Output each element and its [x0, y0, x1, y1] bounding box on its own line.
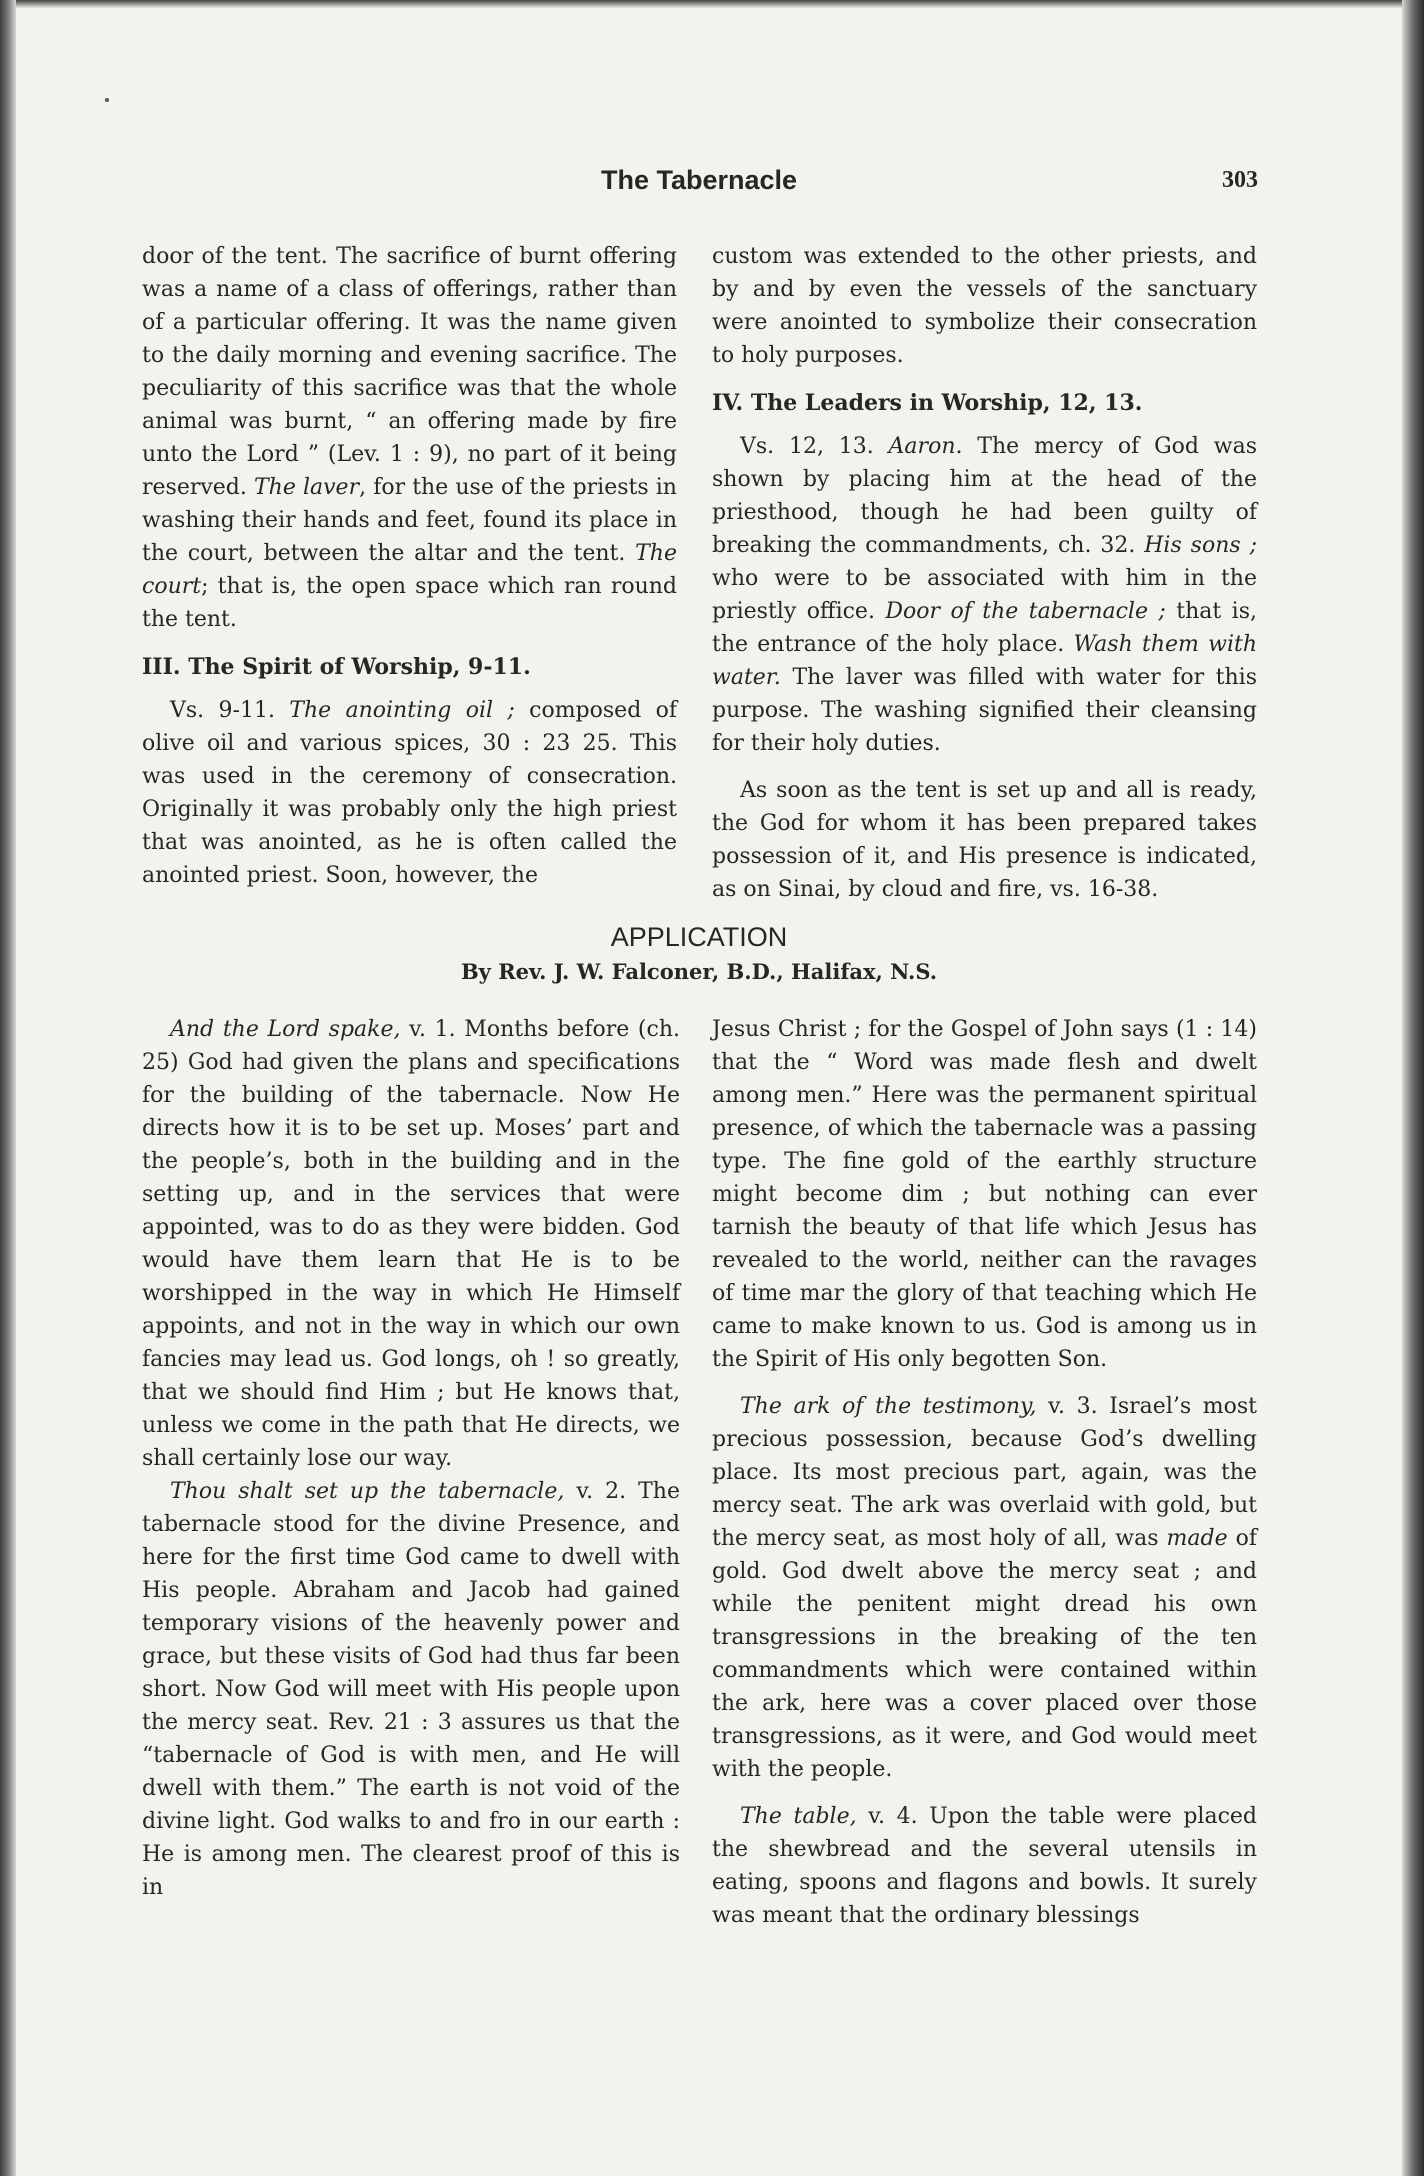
italic-term: The table,	[740, 1804, 857, 1829]
page-number: 303	[1222, 167, 1258, 193]
italic-term: Aaron.	[888, 434, 963, 459]
italic-term: The anointing oil ;	[289, 698, 515, 723]
paragraph	[712, 430, 1257, 760]
text-run: The laver was filled with water for this purpose. The washing signified their cleansing for their holy duties.	[712, 665, 1257, 756]
paragraph: Jesus Christ ; for the Gospel of John says (1 : 14) that the “ Word was made flesh and dwelt among men.” Here was the permanent spiritual presence, of which the tabernacle was a passing type. The fine gold of the earthly structure might become dim ; but nothing can ever tarnish the beauty of that life which Jesus has revealed to the world, neither can the ravages of time mar the glory of that teaching which He came to make known to us. God is among us in the Spirit of His only begotten Son.	[712, 1017, 1257, 1372]
top-right-column	[712, 240, 1257, 906]
paragraph: custom was extended to the other priests, and by and by even the vessels of the sanctuary were anointed to symbolize their consecration to holy purposes.	[712, 244, 1257, 368]
text-run: of gold. God dwelt above the mercy seat ; and while the penitent might dread his own transgressions in the breaking of the ten commandments which were contained within the ark, here was a cover placed over those transgressions, as it were, and God would meet with the people.	[712, 1526, 1257, 1782]
paragraph	[142, 1475, 680, 1904]
section-heading: III. The Spirit of Worship, 9-11.	[142, 654, 531, 680]
scan-edge-right	[1402, 0, 1424, 2176]
italic-term: made	[1166, 1526, 1228, 1551]
italic-term: The laver	[254, 475, 360, 500]
italic-term: And the Lord spake,	[170, 1017, 401, 1042]
text-run: ; that is, the open space which ran round the tent.	[142, 574, 677, 632]
scan-speck	[105, 98, 109, 102]
paragraph	[142, 694, 677, 892]
text-run: door of the tent. The sacrifice of burnt offering was a name of a class of offerings, rather than of a particular offering. It was the name given to the daily morning and evening sacrifice. The peculiarity of this sacrifice was that the whole animal was burnt, “ an offering made by fire unto the Lord ” (Lev. 1 : 9), no part of it being reserved.	[142, 244, 677, 500]
scan-edge-top	[0, 0, 1424, 8]
paragraph: As soon as the tent is set up and all is ready, the God for whom it has been prepared takes possession of it, and His presence is indicated, as on Sinai, by cloud and fire, vs. 16-38.	[712, 778, 1257, 902]
page-title: The Tabernacle	[600, 165, 798, 195]
text-run: v. 2. The tabernacle stood for the divine Presence, and here for the first time God came to dwell with His people. Abraham and Jacob had gained temporary visions of the heavenly power and grace, but these visits of God had thus far been short. Now God will meet with His people upon the mercy seat. Rev. 21 : 3 assures us that the “tabernacle of God is with men, and He will dwell with them.” The earth is not void of the divine light. God walks to and fro in our earth : He is among men. The clearest proof of this is in	[142, 1479, 680, 1900]
text-run: that is, the entrance of the holy place.	[712, 599, 1258, 657]
italic-term: The court	[142, 541, 677, 599]
text-run: v. 1. Months before (ch. 25) God had given the plans and specifications for the building of the tabernacle. Now He directs how it is to be set up. Moses’ part and the people’s, both in the building and in the setting up, and in the services that were appointed, was to do as they were bidden. God would have them learn that He is to be worshipped in the way in which He Himself appoints, and not in the way in which our own fancies may lead us. God longs, oh ! so greatly, that we should find Him ; but He knows that, unless we come in the path that He directs, we shall certainly lose our way.	[142, 1017, 680, 1471]
top-left-column	[142, 240, 677, 892]
text-run: , for the use of the priests in washing their hands and feet, found its place in the court, between the altar and the tent.	[142, 475, 677, 566]
application-byline: By Rev. J. W. Falconer, B.D., Halifax, N.S.	[460, 959, 938, 984]
italic-term: Thou shalt set up the tabernacle,	[170, 1479, 565, 1504]
italic-term: The ark of the testimony,	[740, 1394, 1037, 1419]
text-run: who were to be associated with him in the priestly office.	[712, 566, 1257, 624]
application-title: APPLICATION	[610, 922, 788, 952]
bottom-right-column	[712, 1013, 1257, 1932]
paragraph	[142, 240, 677, 636]
scan-edge-left	[0, 0, 16, 2176]
text-run: composed of olive oil and various spices, 30 : 23 25. This was used in the ceremony of consecration. Originally it was probably only the high priest that was anointed, as he is often called the anointed priest. Soon, however, the	[142, 698, 678, 888]
italic-term: Wash them with water.	[712, 632, 1257, 690]
paragraph	[142, 1013, 680, 1475]
text-run: The mercy of God was shown by placing him at the head of the priesthood, though he had been guilty of breaking the commandments, ch. 32.	[712, 434, 1258, 558]
italic-term: His sons ;	[1144, 533, 1257, 558]
application-header	[140, 920, 1258, 990]
text-run: v. 3. Israel’s most precious possession, because God’s dwelling place. Its most precious part, again, was the mercy seat. The ark was overlaid with gold, but the mercy seat, as most holy of all, was	[712, 1394, 1257, 1551]
bottom-left-column	[142, 1013, 680, 1904]
italic-term: Door of the tabernacle ;	[885, 599, 1166, 624]
paragraph	[712, 1390, 1257, 1786]
section-heading: IV. The Leaders in Worship, 12, 13.	[712, 390, 1143, 416]
paragraph	[712, 1800, 1257, 1932]
running-head	[140, 165, 1258, 205]
text-run: v. 4. Upon the table were placed the shewbread and the several utensils in eating, spoons and flagons and bowls. It surely was meant that the ordinary blessings	[712, 1804, 1257, 1928]
text-run: Vs. 9-11.	[170, 698, 290, 723]
text-run: Vs. 12, 13.	[740, 434, 889, 459]
